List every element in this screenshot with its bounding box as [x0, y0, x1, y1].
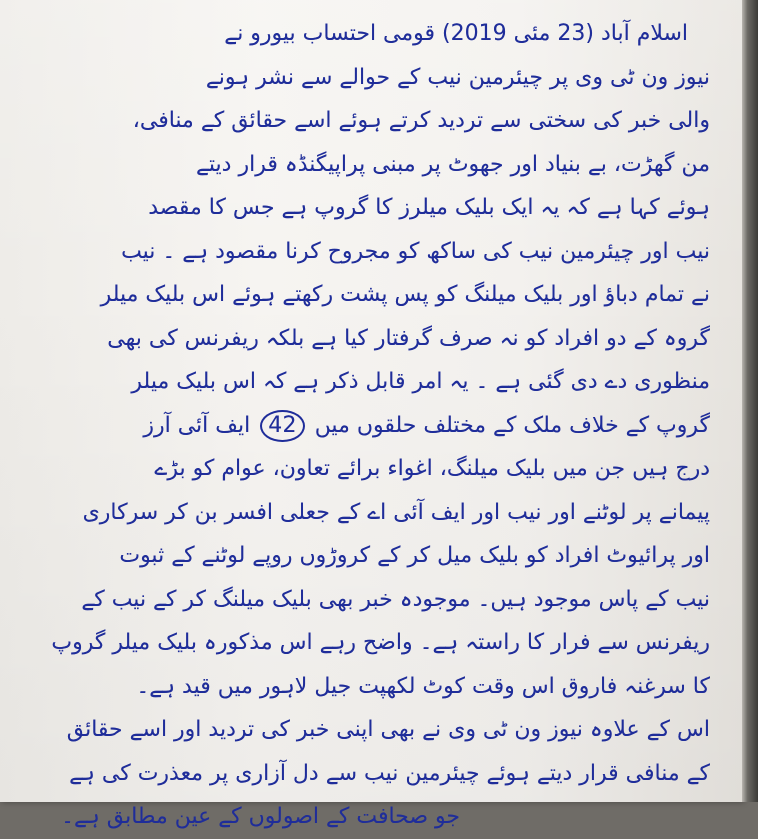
circled-suffix: ایف آئی آرز — [143, 412, 251, 438]
text-line-17: اس کے علاوہ نیوز ون ٹی وی نے بھی اپنی خبر کی تردید اور اسے حقائق — [66, 717, 710, 742]
text-line-12: پیمانے پر لوٹنے اور نیب اور ایف آئی اے کے جعلی افسر بن کر سرکاری — [82, 499, 710, 525]
text-line-4: من گھڑت، بے بنیاد اور جھوٹ پر مبنی پراپیگنڈہ قرار دیتے — [196, 151, 710, 177]
text-line-2: نیوز ون ٹی وی پر چیئرمین نیب کے حوالے سے نشر ہونے — [205, 64, 710, 90]
text-line-11: درج ہیں جن میں بلیک میلنگ، اغواء برائے تعاون، عوام کو بڑے — [154, 456, 710, 481]
text-line-6: نیب اور چیئرمین نیب کی ساکھ کو مجروح کرنا مقصود ہے ۔ نیب — [121, 238, 710, 264]
text-line-3: والی خبر کی سختی سے تردید کرتے ہوئے اسے حقائق کے منافی، — [132, 108, 710, 133]
page-edge-shadow — [742, 0, 758, 802]
text-line-9: منظوری دے دی گئی ہے ۔ یہ امر قابل ذکر ہے کہ اس بلیک میلر — [131, 369, 710, 394]
text-line-10 — [40, 404, 710, 448]
circled-number: 42 — [260, 410, 304, 442]
text-line-1: اسلام آباد (23 مئی 2019) قومی احتساب بیورو نے — [224, 21, 688, 46]
text-line-15: ریفرنس سے فرار کا راستہ ہے۔ واضح رہے اس مذکورہ بلیک میلر گروپ — [51, 630, 710, 655]
text-line-16: کا سرغنہ فاروق اس وقت کوٹ لکھپت جیل لاہور میں قید ہے۔ — [136, 673, 710, 699]
text-line-14: نیب کے پاس موجود ہیں۔ موجودہ خبر بھی بلیک میلنگ کر کے نیب کے — [81, 586, 710, 612]
text-line-19: جو صحافت کے اصولوں کے عین مطابق ہے۔ — [61, 804, 460, 829]
text-line-7: نے تمام دباؤ اور بلیک میلنگ کو پس پشت رکھتے ہوئے اس بلیک میلر — [100, 282, 710, 307]
text-line-5: ہوئے کہا ہے کہ یہ ایک بلیک میلرز کا گروپ ہے جس کا مقصد — [148, 195, 710, 220]
handwritten-urdu-text — [40, 12, 710, 829]
text-line-13: اور پرائیوٹ افراد کو بلیک میل کر کے کروڑوں روپے لوٹنے کے ثبوت — [119, 543, 710, 568]
text-line-18: کے منافی قرار دیتے ہوئے چیئرمین نیب سے دل آزاری پر معذرت کی ہے — [69, 760, 710, 786]
text-line-8: گروہ کے دو افراد کو نہ صرف گرفتار کیا ہے بلکہ ریفرنس کی بھی — [107, 325, 710, 351]
text-line-10-main: گروپ کے خلاف ملک کے مختلف حلقوں میں — [314, 412, 710, 438]
